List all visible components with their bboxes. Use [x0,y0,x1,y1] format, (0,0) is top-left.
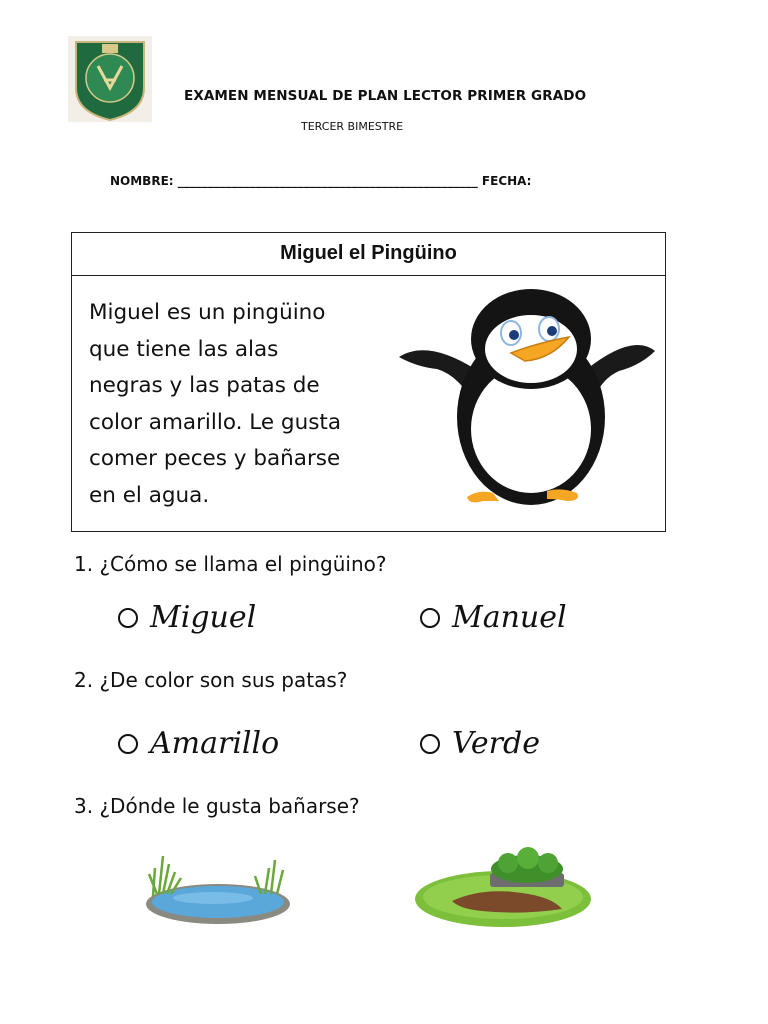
exam-title: EXAMEN MENSUAL DE PLAN LECTOR PRIMER GRADO [184,88,587,104]
option-miguel[interactable] [118,600,256,635]
radio-circle-icon[interactable] [420,608,440,628]
garden-illustration[interactable] [412,843,594,931]
story-box [71,232,666,532]
penguin-illustration [397,287,659,509]
story-line: que tiene las alas [89,336,279,362]
option-amarillo[interactable] [118,726,279,761]
option-verde[interactable] [420,726,540,761]
story-title: Miguel el Pingüino [280,241,457,264]
exam-subtitle: TERCER BIMESTRE [301,120,404,133]
story-line: Miguel es un pingüino [89,300,326,325]
option-label: Manuel [452,600,567,635]
story-line: en el agua. [89,482,210,508]
radio-circle-icon[interactable] [420,734,440,754]
radio-circle-icon[interactable] [118,734,138,754]
option-label: Verde [452,726,540,761]
question-1: 1. ¿Cómo se llama el pingüino? [74,552,387,576]
story-title-row [72,233,665,276]
story-line: color amarillo. Le gusta [89,409,342,435]
option-label: Miguel [150,600,257,635]
option-manuel[interactable] [420,600,567,635]
name-date-line: NOMBRE: __________________________________________________ FECHA: [110,174,532,188]
question-3: 3. ¿Dónde le gusta bañarse? [74,794,360,818]
radio-circle-icon[interactable] [118,608,138,628]
story-text [89,295,389,514]
option-label: Amarillo [150,726,280,761]
question-2: 2. ¿De color son sus patas? [74,668,348,692]
story-line: negras y las patas de [89,373,320,398]
story-line: comer peces y bañarse [89,446,341,471]
school-crest-logo [68,36,152,122]
pond-illustration[interactable] [143,848,293,928]
